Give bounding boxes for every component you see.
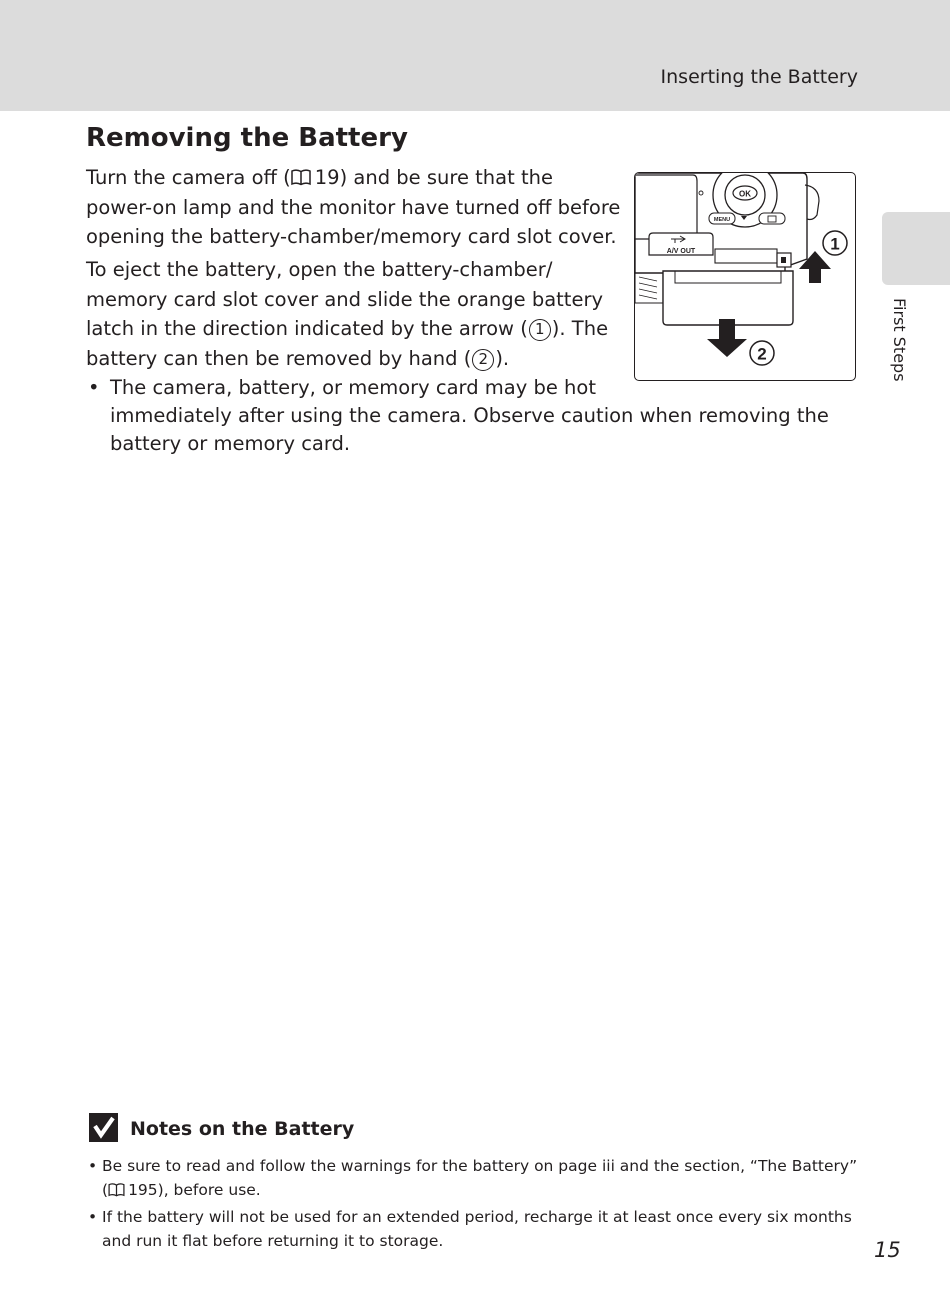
paragraph-line: To eject the battery, open the battery-chamber/ (86, 258, 553, 281)
menu-label: MENU (713, 217, 731, 223)
paragraph-line: memory card slot cover and slide the orange battery (86, 287, 604, 311)
list-item (88, 1205, 858, 1253)
bullet-dot-icon: • (88, 1157, 98, 1175)
callout-2-label: 2 (757, 344, 767, 364)
av-out-label: A/V OUT (666, 248, 696, 255)
paragraph-line: opening the battery-chamber/memory card slot cover. (86, 225, 617, 248)
paragraph-line (86, 163, 620, 193)
step-number-1: 1 (529, 319, 551, 341)
notes-list (88, 1154, 858, 1256)
battery-chamber-top (715, 249, 777, 263)
page-reference: 19 (314, 166, 340, 189)
note-line: Be sure to read and follow the warnings for the battery on page iii and the section, “The Battery” (102, 1157, 858, 1175)
paragraph-power-off (86, 163, 620, 252)
chamber-ridges (639, 277, 657, 299)
bullet-dot-icon: • (88, 1208, 98, 1226)
bullet-line: The camera, battery, or memory card may be hot (110, 376, 596, 399)
text-run: ), before use. (157, 1181, 261, 1199)
text-run: ). The (551, 317, 609, 340)
book-reference-icon (108, 1183, 125, 1197)
text-run: ). (495, 346, 510, 370)
note-line: If the battery will not be used for an extended period, recharge it at least once every six months (102, 1208, 852, 1226)
side-tab (882, 212, 950, 285)
ok-label: OK (739, 189, 751, 199)
note-line (102, 1178, 858, 1202)
battery (663, 271, 793, 325)
latch-tab (781, 257, 786, 263)
checkmark-note-icon (89, 1113, 118, 1142)
notes-title: Notes on the Battery (130, 1118, 355, 1140)
text-run: battery can then be removed by hand ( (86, 346, 472, 370)
list-item (88, 1154, 858, 1202)
camera-diagram (635, 173, 856, 381)
caution-bullet (86, 374, 829, 458)
bullet-line: immediately after using the camera. Observe caution when removing the (110, 404, 829, 427)
text-run: latch in the direction indicated by the arrow ( (86, 317, 528, 340)
note-line: and run it flat before returning it to storage. (102, 1232, 444, 1250)
step-number-2: 2 (472, 349, 494, 371)
text-run: ( (102, 1181, 109, 1199)
side-tab-label: First Steps (890, 298, 909, 382)
book-reference-icon (291, 169, 311, 186)
callout-1-label: 1 (830, 234, 840, 254)
battery-removal-illustration (634, 172, 856, 381)
text-run: Turn the camera off ( (86, 166, 291, 189)
paragraph-line (86, 314, 608, 344)
bullet-line: battery or memory card. (110, 432, 351, 455)
section-title: Removing the Battery (86, 123, 408, 153)
header-band (0, 0, 950, 111)
running-head: Inserting the Battery (660, 66, 858, 88)
page-number: 15 (874, 1238, 901, 1262)
paragraph-line (86, 344, 608, 374)
bullet-dot-icon: • (88, 376, 100, 399)
chamber-side (635, 273, 663, 303)
page-reference: 195 (128, 1181, 158, 1199)
paragraph-line: power-on lamp and the monitor have turned off before (86, 195, 621, 219)
paragraph-eject (86, 255, 608, 373)
text-run: ) and be sure that the (339, 166, 553, 189)
